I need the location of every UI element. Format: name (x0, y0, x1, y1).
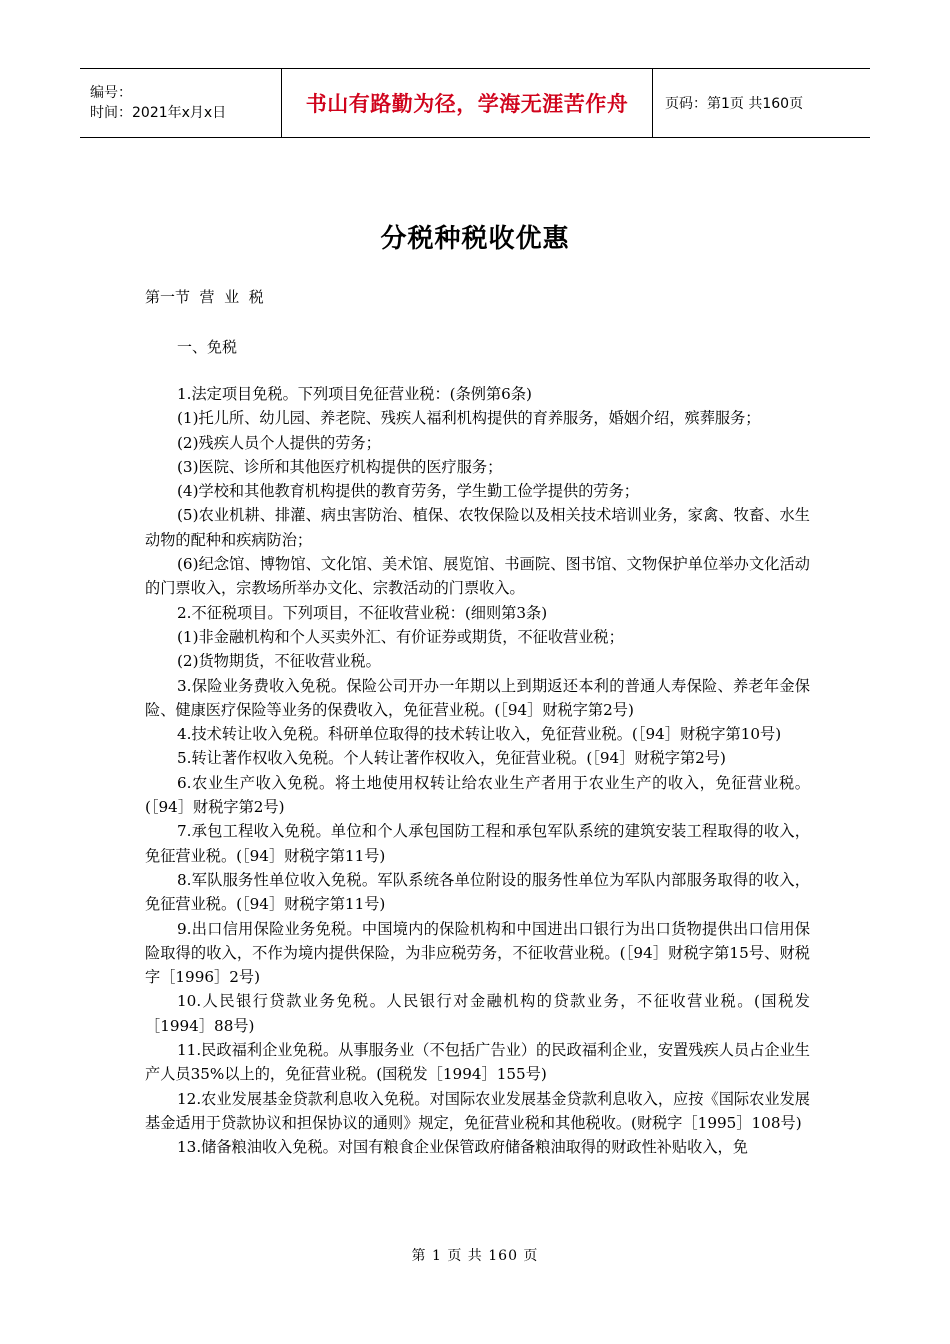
header-meta (80, 69, 281, 137)
paragraph: 7.承包工程收入免税。单位和个人承包国防工程和承包军队系统的建筑安装工程取得的收入，免征营业税。(［94］财税字第11号) (145, 822, 810, 865)
page-footer: 第 1 页 共 160 页 (411, 1248, 539, 1264)
paragraph: 1.法定项目免税。下列项目免征营业税：(条例第6条) (177, 385, 532, 403)
document-time-label: 时间：2021年x月x日 (90, 105, 227, 121)
paragraph: (2)货物期货，不征收营业税。 (177, 652, 381, 671)
header-table (80, 68, 870, 138)
header-page-info-cell (653, 69, 870, 137)
header-page-info: 页码：第1页 共160页 (665, 96, 804, 112)
paragraph: (1)托儿所、幼儿园、养老院、残疾人福利机构提供的育养服务，婚姻介绍，殡葬服务； (177, 409, 761, 428)
paragraph: (4)学校和其他教育机构提供的教育劳务，学生勤工俭学提供的劳务； (177, 482, 639, 501)
section-title: 第一节 营 业 税 (145, 288, 264, 306)
paragraph: (2)残疾人员个人提供的劳务； (177, 433, 381, 452)
subsection-title: 一、免税 (177, 338, 238, 356)
paragraph: 9.出口信用保险业务免税。中国境内的保险机构和中国进出口银行为出口货物提供出口信用保险取得的收入，不作为境内提供保险，为非应税劳务，不征收营业税。(［94］财税字第15号、财税字［1996］2号) (145, 919, 810, 987)
paragraph: 4.技术转让收入免税。科研单位取得的技术转让收入，免征营业税。(［94］财税字第10号) (177, 725, 782, 744)
paragraph: 13.储备粮油收入免税。对国有粮食企业保管政府储备粮油取得的财政性补贴收入，免 (177, 1138, 748, 1157)
paragraph: 12.农业发展基金贷款利息收入免税。对国际农业发展基金贷款利息收入，应按《国际农业发展基金适用于贷款协议和担保协议的通则》规定，免征营业税和其他税收。(财税字［1995］108号) (145, 1089, 810, 1132)
document-number-label: 编号： (90, 85, 132, 101)
paragraph: 5.转让著作权收入免税。个人转让著作权收入，免征营业税。(［94］财税字第2号) (177, 749, 726, 768)
paragraph: 8.军队服务性单位收入免税。军队系统各单位附设的服务性单位为军队内部服务取得的收入，免征营业税。(［94］财税字第11号) (145, 870, 810, 914)
paragraph: (5)农业机耕、排灌、病虫害防治、植保、农牧保险以及相关技术培训业务，家禽、牧畜、水生动物的配种和疾病防治； (145, 506, 810, 549)
header-motto: 书山有路勤为径，学海无涯苦作舟 (305, 92, 629, 116)
paragraph: 2.不征税项目。下列项目，不征收营业税：(细则第3条) (177, 603, 548, 622)
paragraph: 3.保险业务费收入免税。保险公司开办一年期以上到期返还本利的普通人寿保险、养老年金保险、健康医疗保险等业务的保费收入，免征营业税。(［94］财税字第2号) (145, 676, 810, 719)
paragraph: 6.农业生产收入免税。将土地使用权转让给农业生产者用于农业生产的收入，免征营业税。(［94］财税字第2号) (145, 773, 810, 817)
document-title: 分税种税收优惠 (380, 224, 570, 254)
document-body (145, 382, 810, 1160)
paragraph: 11.民政福利企业免税。从事服务业（不包括广告业）的民政福利企业，安置残疾人员占企业生产人员35%以上的，免征营业税。(国税发［1994］155号) (145, 1041, 810, 1084)
paragraph: 10.人民银行贷款业务免税。人民银行对金融机构的贷款业务，不征收营业税。(国税发［1994］88号) (145, 992, 810, 1035)
paragraph: (3)医院、诊所和其他医疗机构提供的医疗服务； (177, 457, 503, 476)
paragraph: (6)纪念馆、博物馆、文化馆、美术馆、展览馆、书画院、图书馆、文物保护单位举办文化活动的门票收入，宗教场所举办文化、宗教活动的门票收入。 (145, 555, 810, 598)
paragraph: (1)非金融机构和个人买卖外汇、有价证券或期货，不征收营业税； (177, 627, 624, 646)
header-motto-cell (281, 69, 653, 137)
